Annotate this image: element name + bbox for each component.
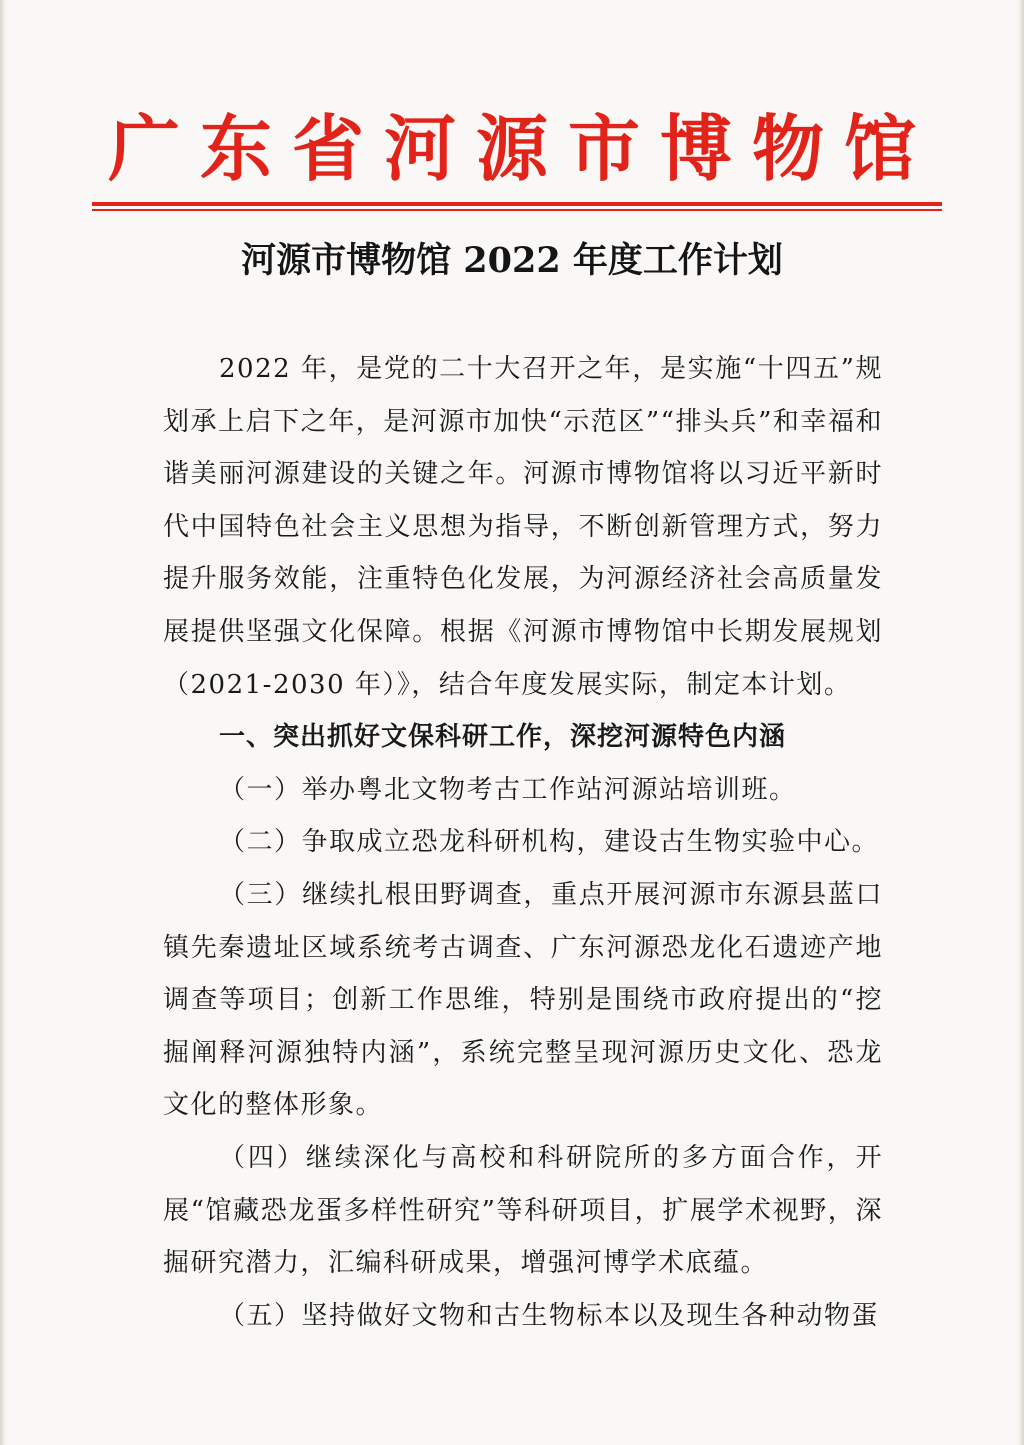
- list-item-1: （一）举办粤北文物考古工作站河源站培训班。: [219, 774, 797, 805]
- list-item-3: （三）继续扎根田野调查，重点开展河源市东源县蓝口镇先秦遗址区域系统考古调查、广东河源恐龙化石遗迹产地调查等项目；创新工作思维，特别是围绕市政府提出的“挖掘阐释河源独特内涵”，系统完整呈现河源历史文化、恐龙文化的整体形象。: [163, 879, 883, 1121]
- document-body: [163, 343, 883, 1342]
- scan-edge-left: [0, 0, 6, 1445]
- letterhead-rule-thin: [92, 209, 942, 211]
- section-heading-1: 一、突出抓好文保科研工作，深挖河源特色内涵: [219, 722, 787, 753]
- list-item-5: （五）坚持做好文物和古生物标本以及现生各种动物蛋: [219, 1300, 880, 1331]
- letterhead-rule-thick: [92, 202, 942, 206]
- list-item-4: （四）继续深化与高校和科研院所的多方面合作，开展“馆藏恐龙蛋多样性研究”等科研项目，扩展学术视野，深掘研究潜力，汇编科研成果，增强河博学术底蕴。: [163, 1142, 883, 1279]
- letterhead-title: 广东省河源市博物馆: [107, 106, 936, 191]
- document-title: 河源市博物馆 2022 年度工作计划: [241, 240, 783, 281]
- intro-paragraph: 2022 年，是党的二十大召开之年，是实施“十四五”规划承上启下之年，是河源市加快“示范区”“排头兵”和幸福和谐美丽河源建设的关键之年。河源市博物馆将以习近平新时代中国特色社会主义思想为指导，不断创新管理方式，努力提升服务效能，注重特色化发展，为河源经济社会高质量发展提供坚强文化保障。根据《河源市博物馆中长期发展规划（2021-2030 年）》，结合年度发展实际，制定本计划。: [163, 354, 883, 700]
- list-item-2: （二）争取成立恐龙科研机构，建设古生物实验中心。: [219, 827, 880, 858]
- scan-edge-right: [1018, 0, 1024, 1445]
